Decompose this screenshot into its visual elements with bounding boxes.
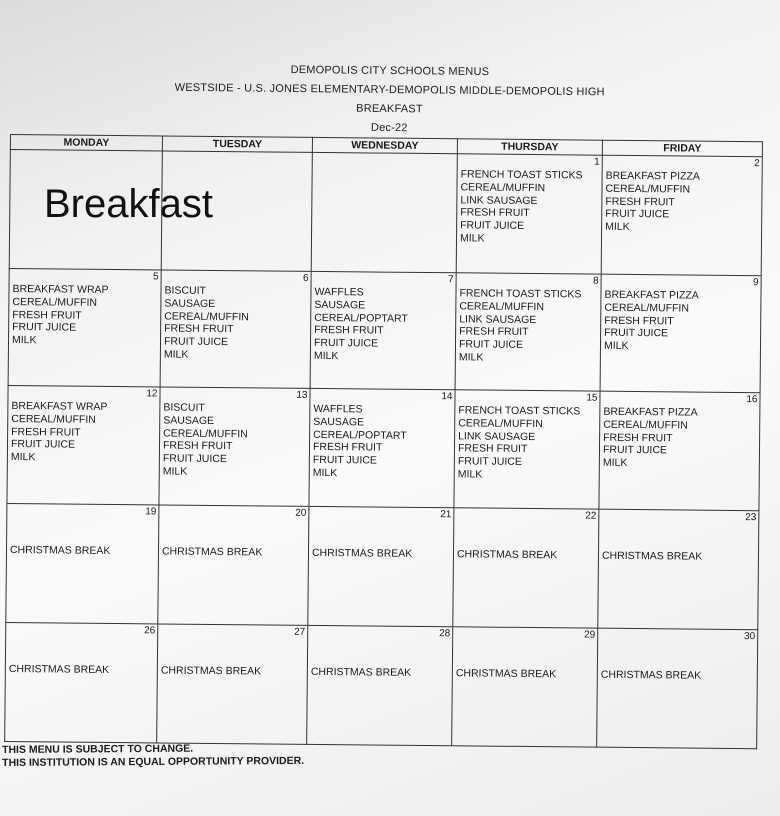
menu-item: MILK xyxy=(11,334,37,347)
menu-item: FRUIT JUICE xyxy=(12,321,77,335)
day-cell xyxy=(455,273,601,391)
day-cell xyxy=(309,388,455,507)
menu-item: FRESH FRUIT xyxy=(460,206,530,220)
christmas-break-label: CHRISTMAS BREAK xyxy=(455,667,557,681)
day-number: 2 xyxy=(754,158,760,170)
day-cell xyxy=(601,155,762,276)
menu-item: FRESH FRUIT xyxy=(162,439,233,453)
menu-item: FRESH FRUIT xyxy=(312,441,383,454)
schools-title: WESTSIDE - U.S. JONES ELEMENTARY-DEMOPOLIS MIDDLE-DEMOPOLIS HIGH xyxy=(174,81,605,99)
weekday-tuesday: TUESDAY xyxy=(162,136,312,152)
christmas-break-label: CHRISTMAS BREAK xyxy=(456,548,558,562)
menu-item: FRESH FRUIT xyxy=(604,314,674,327)
day-cell xyxy=(598,509,759,630)
menu-item: CEREAL/MUFFIN xyxy=(11,412,96,426)
day-number: 9 xyxy=(752,277,759,289)
day-cell xyxy=(454,390,600,509)
menu-item: FRUIT JUICE xyxy=(457,455,522,469)
day-number: 23 xyxy=(745,512,757,524)
menu-item: SAUSAGE xyxy=(164,297,216,310)
christmas-break-label: CHRISTMAS BREAK xyxy=(600,668,702,682)
menu-item: MILK xyxy=(457,468,483,481)
day-number: 21 xyxy=(440,509,452,521)
menu-item: FRUIT JUICE xyxy=(312,454,377,467)
menu-item: CEREAL/MUFFIN xyxy=(460,181,546,194)
week-row xyxy=(5,622,758,748)
menu-items xyxy=(603,406,698,471)
menu-item: FRUIT JUICE xyxy=(458,338,524,352)
breakfast-overlay-title: Breakfast xyxy=(44,182,213,226)
menu-item: MILK xyxy=(10,451,36,464)
menu-item: MILK xyxy=(603,339,629,353)
day-cell xyxy=(159,387,310,506)
menu-item: FRESH FRUIT xyxy=(603,431,673,444)
menu-item: FRENCH TOAST STICKS xyxy=(459,287,582,301)
menu-item: MILK xyxy=(163,348,189,361)
christmas-break-label: CHRISTMAS BREAK xyxy=(9,544,111,557)
menu-item: BREAKFAST PIZZA xyxy=(604,288,699,302)
menu-item: CEREAL/MUFFIN xyxy=(458,417,543,430)
menu-items xyxy=(11,400,108,465)
menu-item: FRENCH TOAST STICKS xyxy=(458,404,581,418)
day-cell xyxy=(158,505,309,625)
menu-item: FRESH FRUIT xyxy=(457,442,528,456)
menu-item: BREAKFAST PIZZA xyxy=(605,169,701,183)
menu-items xyxy=(604,289,699,354)
menu-item: BISCUIT xyxy=(164,284,206,297)
menu-item: SAUSAGE xyxy=(313,415,365,429)
menu-item: CEREAL/MUFFIN xyxy=(604,301,690,315)
menu-item: CEREAL/MUFFIN xyxy=(12,295,98,309)
day-number: 6 xyxy=(303,272,309,284)
menu-item: CEREAL/MUFFIN xyxy=(605,182,691,196)
menu-item: FRESH FRUIT xyxy=(459,325,529,339)
day-number: 12 xyxy=(146,388,158,400)
day-cell xyxy=(157,624,308,744)
menu-item: FRESH FRUIT xyxy=(164,322,234,336)
menu-item: FRESH FRUIT xyxy=(11,425,81,439)
day-cell xyxy=(600,274,761,393)
menu-items xyxy=(458,404,581,482)
day-number: 8 xyxy=(592,275,599,287)
day-number: 28 xyxy=(439,628,451,640)
menu-item: WAFFLES xyxy=(314,285,364,299)
menu-item: LINK SAUSAGE xyxy=(460,193,538,207)
day-cell xyxy=(6,503,159,623)
menu-footer xyxy=(2,742,304,770)
equal-opportunity-notice: THIS INSTITUTION IS AN EQUAL OPPORTUNITY PROVIDER. xyxy=(2,754,305,769)
menu-item: BREAKFAST PIZZA xyxy=(603,405,698,419)
menu-item: BISCUIT xyxy=(163,401,205,414)
menu-item: CEREAL/MUFFIN xyxy=(603,418,688,432)
menu-item: MILK xyxy=(312,466,338,480)
menu-item: MILK xyxy=(162,465,188,478)
menu-items xyxy=(605,170,700,235)
day-cell xyxy=(310,271,456,389)
weekday-wednesday: WEDNESDAY xyxy=(312,137,457,153)
menu-items xyxy=(313,403,407,481)
menu-item: FRESH FRUIT xyxy=(605,195,675,208)
menu-item: FRUIT JUICE xyxy=(313,337,379,350)
christmas-break-label: CHRISTMAS BREAK xyxy=(161,545,263,559)
menu-item: MILK xyxy=(602,456,628,470)
menu-item: BREAKFAST WRAP xyxy=(11,400,108,413)
menu-item: CEREAL/POPTART xyxy=(314,311,408,325)
christmas-break-label: CHRISTMAS BREAK xyxy=(601,549,703,563)
district-title: DEMOPOLIS CITY SCHOOLS MENUS xyxy=(290,63,490,79)
weekday-thursday: THURSDAY xyxy=(457,139,602,155)
day-number: 30 xyxy=(744,631,756,643)
day-cell xyxy=(599,391,760,511)
menu-item: FRUIT JUICE xyxy=(162,452,227,466)
menu-item: SAUSAGE xyxy=(163,414,215,427)
change-notice: THIS MENU IS SUBJECT TO CHANGE. xyxy=(2,742,194,756)
day-number: 7 xyxy=(448,274,454,286)
day-number: 27 xyxy=(294,626,306,638)
menu-item: CEREAL/MUFFIN xyxy=(459,300,545,313)
menu-items xyxy=(460,168,583,246)
menu-item: FRESH FRUIT xyxy=(314,324,384,337)
day-cell xyxy=(597,628,758,749)
day-cell xyxy=(160,270,311,388)
day-number: 22 xyxy=(585,510,597,522)
christmas-break-label: CHRISTMAS BREAK xyxy=(311,546,413,560)
menu-item: CEREAL/POPTART xyxy=(313,428,407,442)
menu-item: FRUIT JUICE xyxy=(163,335,229,349)
menu-item: MILK xyxy=(458,351,484,364)
menu-item: CEREAL/MUFFIN xyxy=(164,310,249,323)
day-cell xyxy=(452,627,598,747)
day-number: 20 xyxy=(295,507,307,519)
menu-item: FRUIT JUICE xyxy=(602,444,668,457)
menu-item: LINK SAUSAGE xyxy=(459,312,537,326)
menu-item: MILK xyxy=(459,232,485,245)
menu-item: FRUIT JUICE xyxy=(605,208,670,221)
week-row xyxy=(7,385,760,510)
weekday-monday: MONDAY xyxy=(10,135,162,151)
menu-item: FRUIT JUICE xyxy=(10,438,76,452)
menu-items xyxy=(163,401,248,479)
menu-item: MILK xyxy=(605,220,630,234)
week-row xyxy=(8,268,761,392)
menu-item: MILK xyxy=(313,349,339,363)
day-cell xyxy=(456,154,602,274)
menu-item: FRENCH TOAST STICKS xyxy=(460,168,583,182)
menu-item: SAUSAGE xyxy=(314,298,366,312)
menu-item: FRESH FRUIT xyxy=(12,308,82,322)
christmas-break-label: CHRISTMAS BREAK xyxy=(310,665,412,679)
menu-items xyxy=(314,286,408,364)
day-number: 16 xyxy=(746,394,758,406)
christmas-break-label: CHRISTMAS BREAK xyxy=(8,663,110,676)
christmas-break-label: CHRISTMAS BREAK xyxy=(160,664,262,678)
day-number: 26 xyxy=(144,625,156,637)
menu-items xyxy=(164,284,249,362)
day-number: 13 xyxy=(296,389,308,401)
month-title: Dec-22 xyxy=(370,121,408,135)
menu-item: FRUIT JUICE xyxy=(460,219,525,233)
day-cell xyxy=(311,152,457,272)
day-number: 1 xyxy=(594,156,600,168)
menu-item: LINK SAUSAGE xyxy=(458,429,536,443)
weekday-friday: FRIDAY xyxy=(602,140,762,157)
day-cell xyxy=(8,268,161,386)
menu-item: CEREAL/MUFFIN xyxy=(163,427,248,440)
menu-item: FRUIT JUICE xyxy=(604,327,669,340)
menu-items xyxy=(12,283,109,348)
menu-items xyxy=(459,287,582,365)
day-number: 5 xyxy=(153,271,159,283)
day-number: 14 xyxy=(441,391,453,403)
menu-item: WAFFLES xyxy=(313,402,363,416)
day-cell xyxy=(5,622,158,742)
day-cell xyxy=(307,625,453,745)
day-cell xyxy=(308,506,454,626)
week-row xyxy=(6,503,759,629)
day-cell xyxy=(7,385,160,504)
menu-header xyxy=(0,58,780,142)
day-number: 19 xyxy=(145,506,157,518)
day-number: 29 xyxy=(584,629,596,641)
meal-title: BREAKFAST xyxy=(356,102,423,116)
day-cell xyxy=(453,508,599,628)
day-number: 15 xyxy=(586,392,598,404)
menu-item: BREAKFAST WRAP xyxy=(12,283,109,296)
